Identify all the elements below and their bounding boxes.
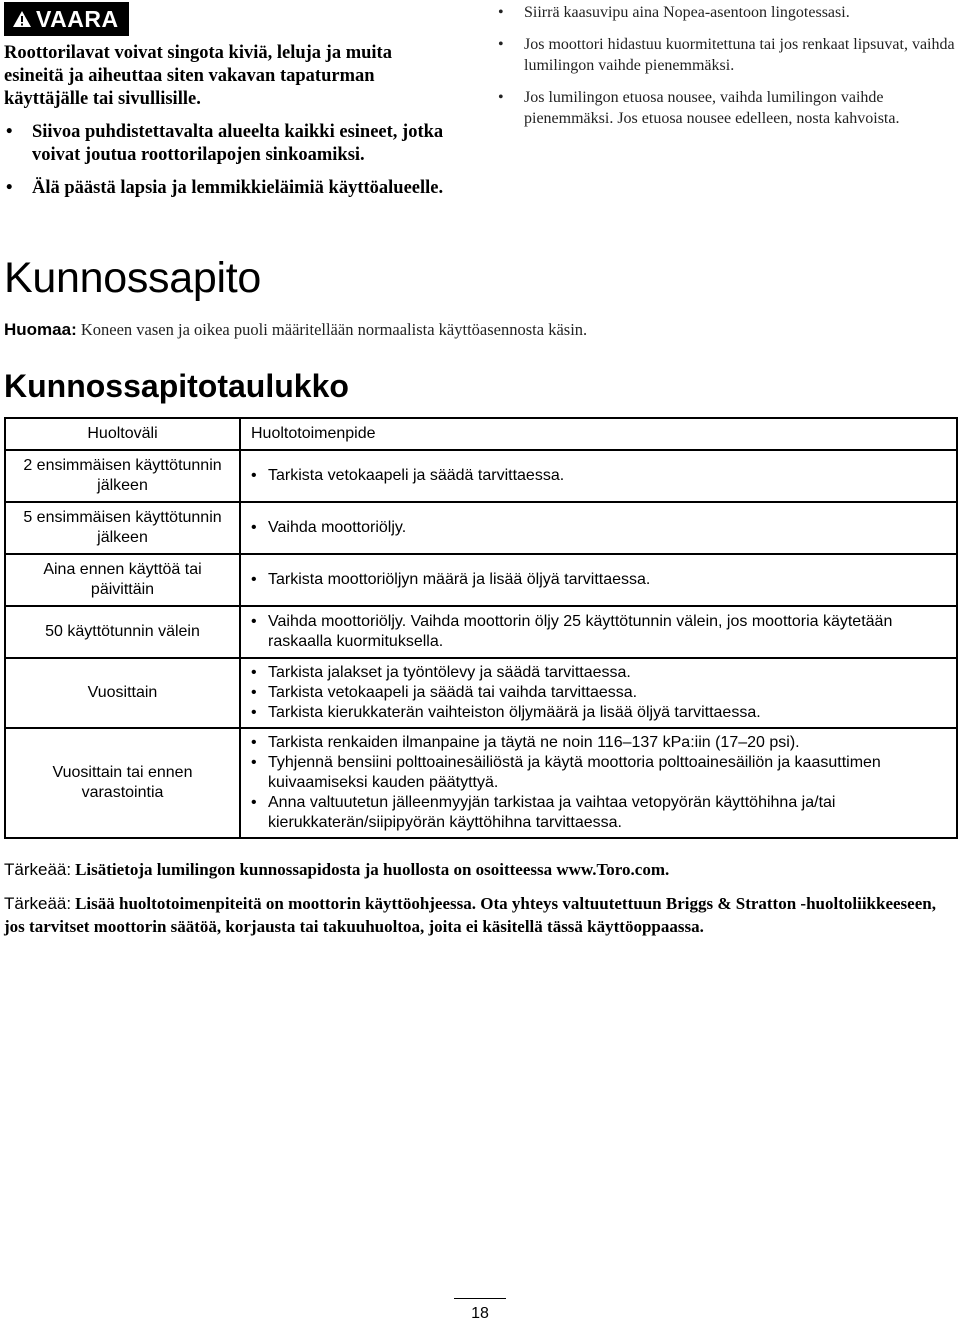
tip-item: • Jos lumilingon etuosa nousee, vaihda lumilingon vaihde pienemmäksi. Jos etuosa nousee edelleen, nosta kahvoista. (498, 89, 900, 127)
note-text: Koneen vasen ja oikea puoli määritellään normaalista käyttöasennosta käsin. (80, 320, 588, 339)
warning-list-item: • Siivoa puhdistettavalta alueelta kaikki esineet, jotka voivat joutua roottorilapojen sinkoamiksi. (6, 122, 444, 165)
interval-cell: Vuosittain tai ennen varastointia (5, 728, 240, 838)
action-item: • Tarkista kierukkaterän vaihteiston öljymäärä ja lisää öljyä tarvittaessa. (251, 704, 761, 721)
interval-cell: 50 käyttötunnin välein (5, 606, 240, 658)
bullet-icon: • (498, 4, 504, 21)
table-row (5, 450, 957, 502)
warning-badge (4, 2, 129, 36)
warning-list (4, 121, 452, 200)
operating-tips-list (498, 2, 956, 129)
bullet-icon: • (251, 754, 257, 771)
tip-item: • Jos moottori hidastuu kuormitettuna tai jos renkaat lipsuvat, vaihda lumilingon vaihde pienemmäksi. (498, 36, 955, 74)
action-cell (240, 554, 957, 606)
interval-cell: 5 ensimmäisen käyttötunnin jälkeen (5, 502, 240, 554)
note-label: Huomaa: (4, 320, 77, 339)
bullet-icon: • (251, 664, 257, 681)
action-cell (240, 658, 957, 728)
warning-triangle-icon (12, 10, 32, 28)
action-cell (240, 502, 957, 554)
warning-text: Roottorilavat voivat singota kiviä, leluja ja muita esineitä ja aiheuttaa siten vakavan tapaturman käyttäjälle tai sivullisille. (4, 43, 392, 109)
bullet-icon: • (251, 467, 257, 484)
table-row (5, 606, 957, 658)
bullet-icon: • (6, 178, 13, 198)
bullet-icon: • (498, 36, 504, 53)
action-item: • Tarkista vetokaapeli ja säädä tai vaihda tarvittaessa. (251, 684, 638, 701)
important-note (4, 893, 954, 939)
bullet-icon: • (251, 734, 257, 751)
action-cell (240, 450, 957, 502)
bullet-icon: • (251, 794, 257, 811)
action-item: • Vaihda moottoriöljy. Vaihda moottorin öljy 25 käyttötunnin välein, jos moottoria käytetään raskaalla kuormituksella. (251, 613, 893, 650)
tip-item: • Siirrä kaasuvipu aina Nopea-asentoon lingotessasi. (498, 4, 850, 21)
table-row (5, 554, 957, 606)
bullet-icon: • (251, 613, 257, 630)
bullet-icon: • (251, 519, 257, 536)
table-row (5, 502, 957, 554)
action-item: • Tarkista vetokaapeli ja säädä tarvittaessa. (251, 467, 565, 484)
header-interval: Huoltoväli (5, 418, 240, 450)
note (4, 320, 587, 340)
action-cell (240, 606, 957, 658)
action-item: • Tarkista jalakset ja työntölevy ja säädä tarvittaessa. (251, 664, 631, 681)
action-item: • Tarkista renkaiden ilmanpaine ja täytä ne noin 116–137 kPa:iin (17–20 psi). (251, 734, 800, 751)
warning-list-item: • Älä päästä lapsia ja lemmikkieläimiä käyttöalueelle. (6, 178, 444, 198)
page-number: 18 (454, 1298, 506, 1323)
bullet-icon: • (251, 571, 257, 588)
table-row (5, 728, 957, 838)
maintenance-table (4, 417, 958, 839)
table-title: Kunnossapitotaulukko (4, 368, 349, 404)
bullet-icon: • (6, 122, 13, 142)
section-title: Kunnossapito (4, 254, 261, 302)
important-label: Tärkeää: (4, 894, 72, 913)
important-text: Lisää huoltotoimenpiteitä on moottorin käyttöohjeessa. Ota yhteys valtuutettuun Briggs & Stratton -huoltoliikkeeseen, jos tarvitset moottorin säätöä, korjausta tai takuuhuoltoa, joita ei käsitellä tässä käyttöoppaassa. (4, 894, 936, 936)
action-item: • Anna valtuutetun jälleenmyyjän tarkistaa ja vaihtaa vetopyörän käyttöhihna ja/tai kierukkaterän/siipipyörän käyttöhihna tarvittaessa. (251, 794, 836, 831)
action-item: • Tarkista moottoriöljyn määrä ja lisää öljyä tarvittaessa. (251, 571, 651, 588)
warning-block (4, 2, 452, 210)
interval-cell: Vuosittain (5, 658, 240, 728)
table-row (5, 658, 957, 728)
action-item: • Vaihda moottoriöljy. (251, 519, 407, 536)
warning-badge-label: VAARA (36, 5, 119, 32)
action-item: • Tyhjennä bensiini polttoainesäiliöstä ja käytä moottoria polttoainesäiliön ja kaasuttimen kuivaamiseksi kauden päätyttyä. (251, 754, 881, 791)
bullet-icon: • (498, 89, 504, 106)
bullet-icon: • (251, 684, 257, 701)
table-header-row (5, 418, 957, 450)
interval-cell: 2 ensimmäisen käyttötunnin jälkeen (5, 450, 240, 502)
action-cell (240, 728, 957, 838)
operating-tips (498, 2, 956, 140)
important-note (4, 859, 954, 882)
important-text: Lisätietoja lumilingon kunnossapidosta ja huollosta on osoitteessa www.Toro.com. (75, 860, 670, 879)
bullet-icon: • (251, 704, 257, 721)
header-action: Huoltotoimenpide (240, 418, 957, 450)
interval-cell: Aina ennen käyttöä tai päivittäin (5, 554, 240, 606)
important-label: Tärkeää: (4, 860, 72, 879)
